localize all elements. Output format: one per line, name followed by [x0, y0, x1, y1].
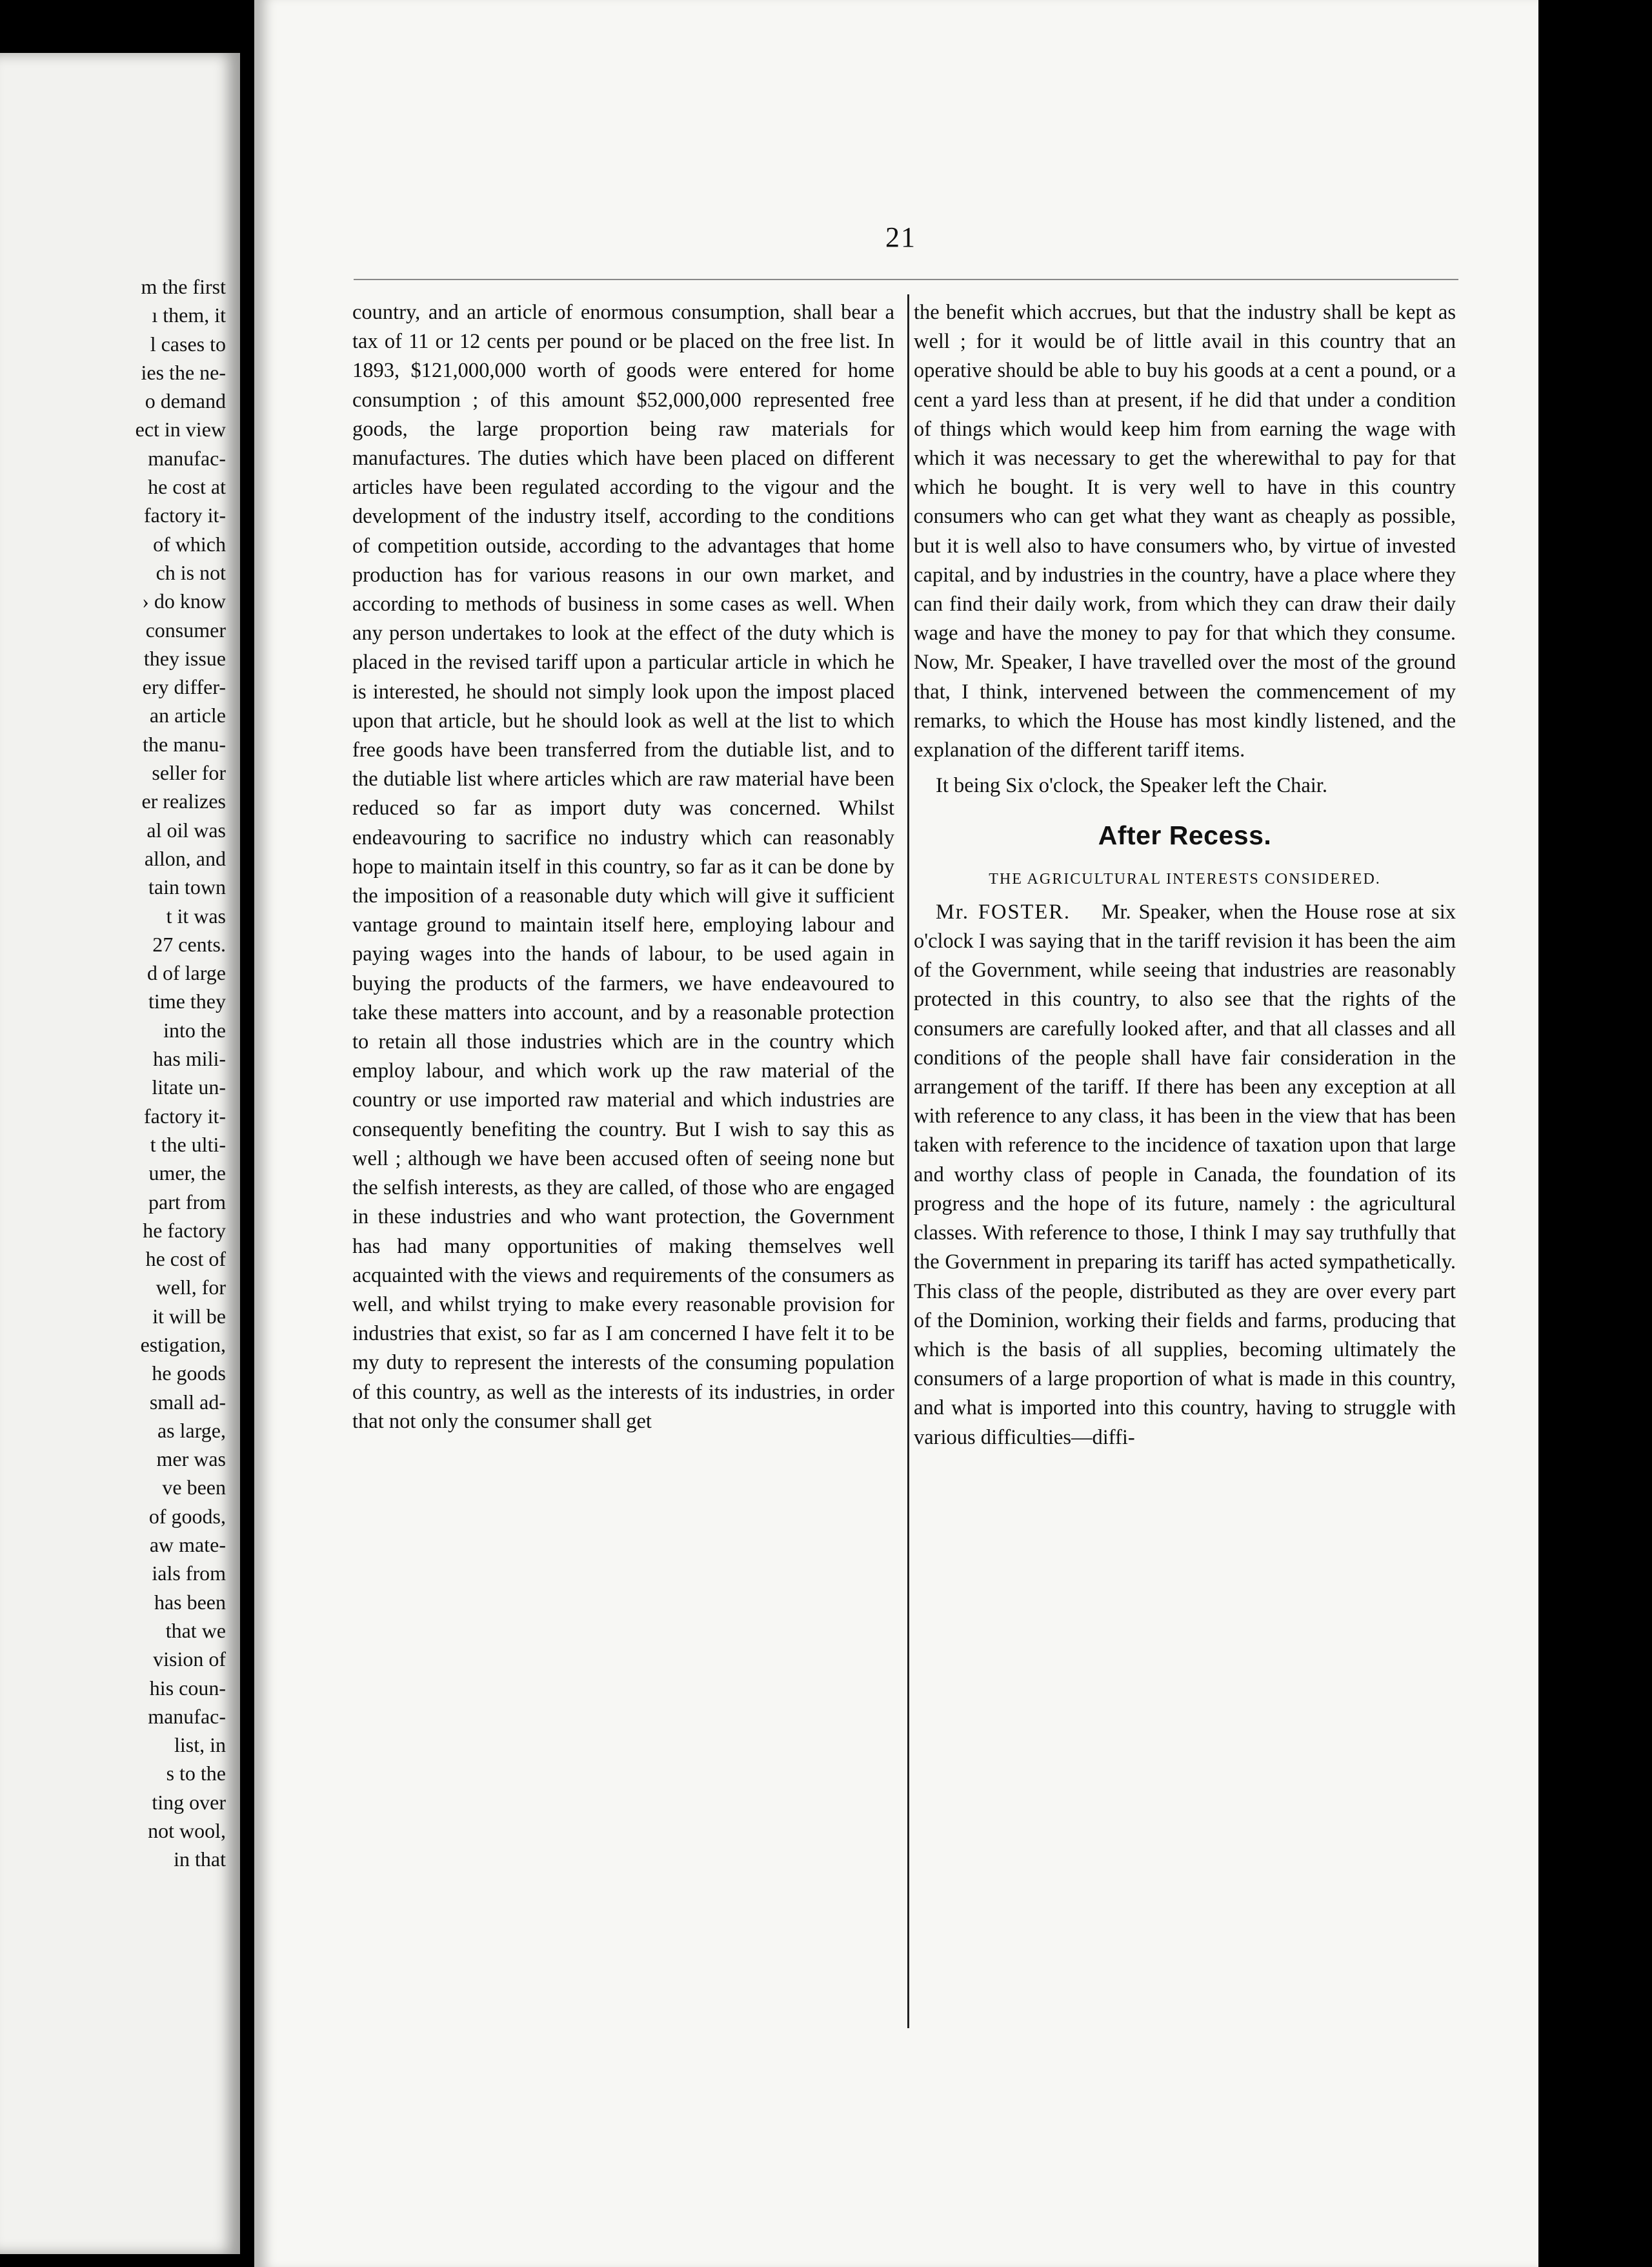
left-page-line: d of large [146, 961, 226, 985]
left-page-line: time they [148, 990, 226, 1013]
left-page-line: he goods [152, 1361, 226, 1385]
right-column [914, 298, 1456, 1452]
left-page-line: list, in [174, 1733, 226, 1757]
left-page-line: small ad- [149, 1390, 226, 1414]
left-page-line: litate un- [152, 1075, 226, 1099]
speaker-name: Mr. FOSTER. [936, 900, 1071, 924]
left-page-line: 27 cents. [152, 932, 226, 956]
left-page-line: he factory [143, 1218, 226, 1242]
left-page-line: into the [163, 1018, 226, 1042]
right-column-paragraph-1: the benefit which accrues, but that the industry shall be kept as well ; for it would be of little avail in this country that an operative should be able to buy his goods at a cent a pound, or a cent a yard less than at present, if he did that under a condition of things which would keep him from earning the wage with which it was necessary to get the wherewithal to pay for that which he bought. It is very well to have in this country consumers who can get what they want as cheaply as possible, but it is well also to have consumers who, by virtue of invested capital, and by industries in the country, have a place where they can find their daily work, from which they can draw their daily wage and have the money to pay for that which they consume. Now, Mr. Speaker, I have travelled over the most of the ground that, I think, intervened between the commencement of my remarks, to which the House has most kindly listened, and the explanation of the different tariff items. [914, 301, 1456, 762]
left-page-line: tain town [148, 875, 226, 899]
column-divider [907, 294, 909, 2028]
left-page-line: in that [174, 1847, 226, 1871]
left-column [352, 298, 894, 1436]
left-page-line: that we [165, 1618, 226, 1642]
left-page-line: al oil was [146, 818, 226, 842]
left-page-line: ials from [152, 1561, 226, 1585]
left-page-line: consumer [145, 618, 226, 642]
left-page-line: ı them, it [152, 303, 226, 327]
left-page-line: of goods, [148, 1504, 226, 1528]
left-page-line: o demand [145, 389, 226, 413]
left-page-line: t it was [166, 904, 226, 928]
left-page-line: t the ulti- [150, 1132, 226, 1156]
left-page-line: part from [148, 1190, 226, 1214]
left-page-line: l cases to [150, 332, 226, 356]
left-page-line: not wool, [148, 1819, 226, 1843]
left-page-line: mer was [156, 1447, 226, 1471]
left-page-line: manufac- [148, 1704, 226, 1728]
page-edge-background [1538, 0, 1652, 2267]
left-page-line: ch is not [156, 560, 226, 584]
speech-text: Mr. Speaker, when the House rose at six o'clock I was saying that in the tariff revision it has been the aim of the Government, while seeing that industries are reasonably protected in this country, to also see that the rights of the consumers are carefully looked after, and that all classes and all conditions of the people shall have fair consideration in the arrangement of the tariff. If there has been any exception at all with reference to any class, it has been in the view that has been taken with reference to the incidence of taxation upon that large and worthy class of people in Canada, the foundation of its progress and the hope of its future, namely : the agricultural classes. With reference to those, I think I may say truthfully that the Government in preparing its tariff has acted sympathetically. This class of the people, distributed as they are over every part of the Dominion, working their fields and farms, producing that which is the basis of all supplies, becoming ultimately the consumers of a large proportion of what is made in this country, and what is imported into this country, having to struggle with various difficulties—diffi- [914, 900, 1456, 1449]
left-page-line: it will be [152, 1304, 226, 1328]
left-page-line: well, for [156, 1276, 226, 1299]
left-page-fragment [0, 53, 240, 2254]
book-gutter [240, 0, 254, 2267]
left-page-line: has been [154, 1590, 226, 1614]
left-page-line: s to the [166, 1762, 226, 1785]
section-heading: After Recess. [1098, 820, 1272, 851]
left-page-line: umer, the [148, 1161, 226, 1185]
left-page-line: as large, [157, 1418, 226, 1442]
left-page-line: ting over [152, 1790, 226, 1814]
right-column-paragraph-3 [914, 898, 1456, 1452]
left-page-line: factory it- [143, 503, 226, 527]
left-page-line: ery differ- [142, 675, 226, 699]
left-page-line: m the first [141, 275, 226, 298]
left-page-line: allon, and [144, 846, 226, 870]
left-page-line: manufac- [148, 446, 226, 470]
left-page-line: aw mate- [149, 1533, 226, 1557]
left-page-line: ies the ne- [141, 360, 226, 384]
left-page-line: ect in view [135, 418, 226, 442]
left-page-line: factory it- [143, 1104, 226, 1128]
left-page-line: they issue [143, 646, 226, 670]
right-column-paragraph-2: It being Six o'clock, the Speaker left the Chair. [936, 774, 1327, 798]
left-page-line: an article [149, 704, 226, 727]
left-page-text-column [3, 272, 226, 1874]
left-column-paragraph: country, and an article of enormous consumption, shall bear a tax of 11 or 12 cents per pound or be placed on the free list. In 1893, $121,000,000 worth of goods were entered for home consumption ; of this amount $52,000,000 represented free goods, the large proportion being raw materials for manufactures. The duties which have been placed on different articles have been regulated according to the vigour and the development of the industry itself, according to the conditions of competition outside, according to the advantages that home production has for various reasons in our own market, and according to methods of business in some cases as well. When any person undertakes to look at the effect of the duty which is placed in the revised tariff upon a particular article in which he is interested, he should not simply look upon the impost placed upon that article, but he should look as well at the list to which free goods have been transferred from the dutiable list, and to the dutiable list where articles which are raw material have been reduced so far as import duty was concerned. Whilst endeavouring to sacrifice no industry which can reasonably hope to maintain itself in this country, so far as it can be done by the imposition of a reasonable duty which will give it sufficient vantage ground to maintain itself here, employing labour and paying wages into the hands of labour, to be used again in buying the products of the farmers, we have endeavoured to take these matters into account, and by a reasonable protection to retain all those industries which are in the country which employ labour, and which work up the raw material of the country or use imported raw material and which industries are consequently benefiting the country. But I wish to say this as well ; although we have been accused often of seeing none but the selfish interests, as they are called, of those who are engaged in these industries and who want protection, the Government has had many opportunities of making themselves well acquainted with the views and requirements of the consumers as well, and whilst trying to make every reasonable provision for industries that exist, so far as I am concerned I have felt it to be my duty to represent the interests of the consuming population of this country, as well as the interests of its industries, in order that not only the consumer shall get [352, 301, 894, 1433]
left-page-line: vision of [153, 1647, 226, 1671]
left-page-line: of which [153, 532, 226, 556]
left-page-line: ve been [162, 1476, 226, 1499]
left-page-line: he cost of [145, 1247, 226, 1271]
section-subheading: THE AGRICULTURAL INTERESTS CONSIDERED. [989, 870, 1381, 888]
left-page-line: seller for [152, 761, 226, 785]
left-page-line: has mili- [153, 1047, 226, 1071]
page-number: 21 [885, 221, 916, 253]
left-page-line: estigation, [140, 1332, 226, 1356]
left-page-line: his coun- [149, 1676, 226, 1700]
left-page-line: › do know [142, 589, 226, 613]
left-page-line: he cost at [148, 475, 226, 499]
header-rule [354, 279, 1458, 280]
left-page-line: er realizes [141, 789, 226, 813]
left-page-line: the manu- [143, 732, 226, 756]
